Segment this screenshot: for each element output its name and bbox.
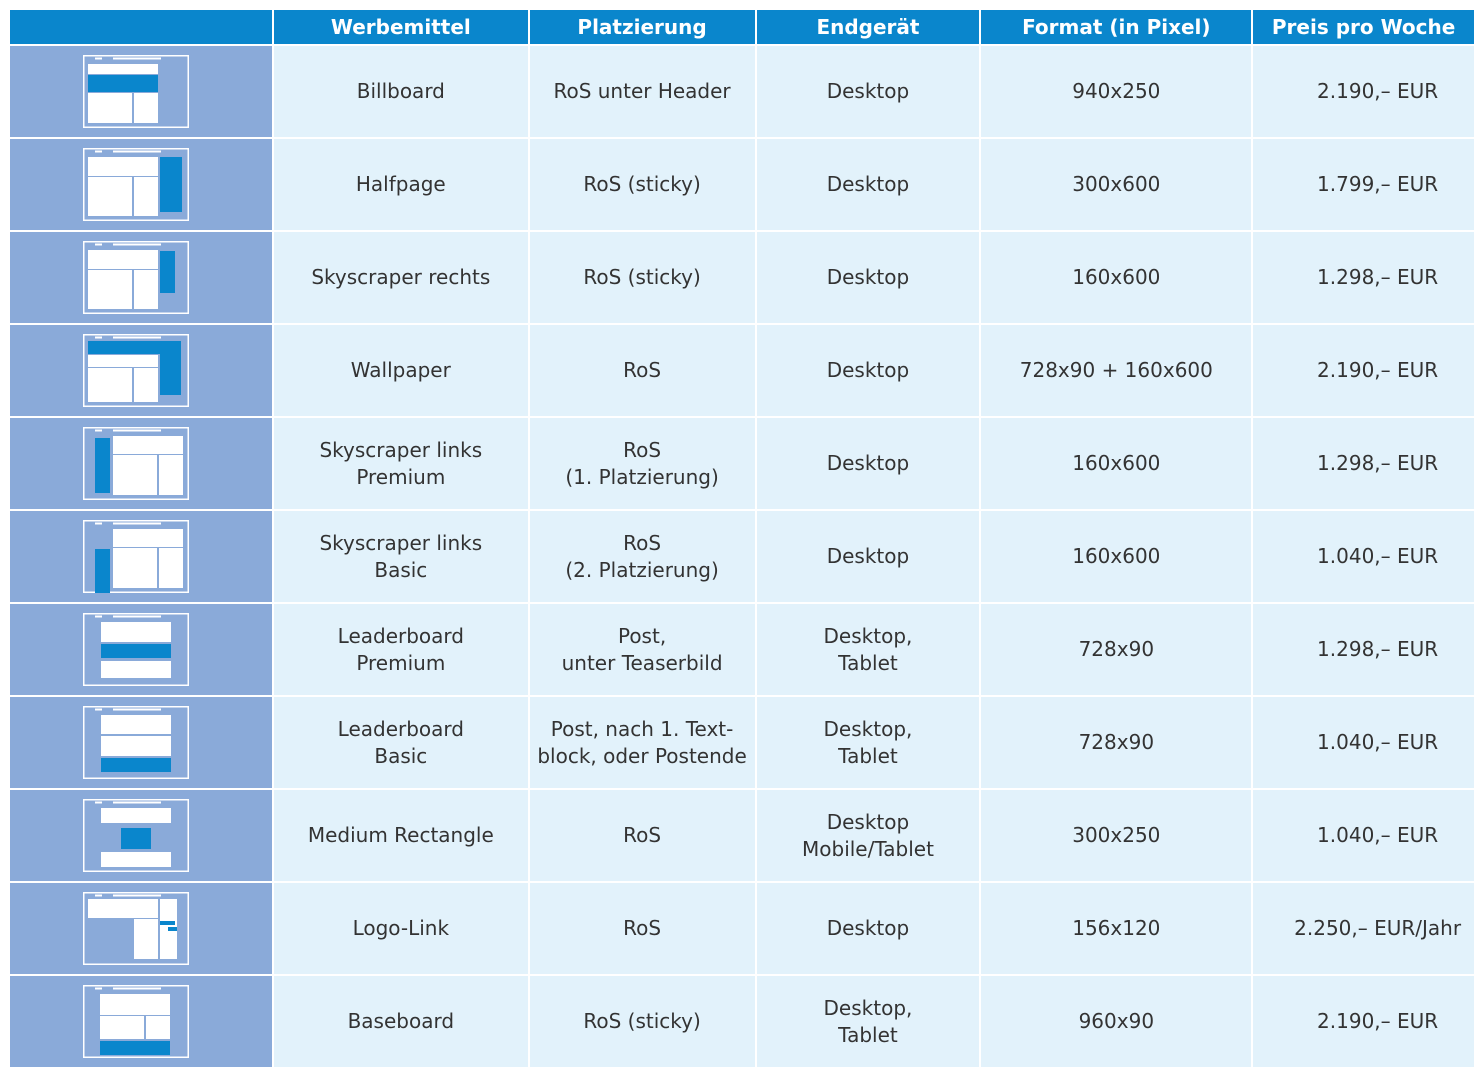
platzierung-text: RoS (sticky) [583,172,701,196]
table-row [10,418,1474,509]
skyscraper-right-layout-icon [83,241,189,314]
cell-format [981,790,1251,881]
platzierung-text: RoS (1. Platzierung) [565,437,719,489]
cell-preis [1253,883,1474,974]
table-row [10,232,1474,323]
cell-endgeraet [757,418,980,509]
platzierung-text: RoS unter Header [553,79,731,103]
endgeraet-text: Desktop [826,358,910,382]
cell-platzierung [530,232,755,323]
preis-text: 2.190,– EUR [1317,358,1439,382]
preis-text: 1.040,– EUR [1317,730,1439,754]
cell-endgeraet [757,325,980,416]
endgeraet-text: Desktop [826,451,910,475]
werbemittel-text: Medium Rectangle [307,823,494,847]
preis-text: 1.298,– EUR [1317,637,1439,661]
werbemittel-text: Leaderboard Premium [337,623,464,675]
logo-link-layout-icon [83,892,189,965]
cell-werbemittel [274,790,528,881]
cell-preis [1253,511,1474,602]
format-text: 160x600 [1072,265,1161,289]
cell-endgeraet [757,883,980,974]
cell-platzierung [530,697,755,788]
cell-werbemittel [274,883,528,974]
format-text: 156x120 [1072,916,1161,940]
cell-platzierung [530,604,755,695]
table-row [10,976,1474,1067]
format-text: 160x600 [1072,544,1161,568]
cell-platzierung [530,976,755,1067]
endgeraet-text: Desktop Mobile/Tablet [802,809,934,861]
preis-text: 1.040,– EUR [1317,823,1439,847]
cell-preis [1253,604,1474,695]
cell-platzierung [530,511,755,602]
endgeraet-text: Desktop, Tablet [823,995,913,1047]
preis-text: 1.799,– EUR [1317,172,1439,196]
endgeraet-text: Desktop [826,916,910,940]
thumbnail-cell [10,46,272,137]
cell-endgeraet [757,232,980,323]
thumbnail-cell [10,139,272,230]
cell-platzierung [530,325,755,416]
platzierung-text: RoS (sticky) [583,265,701,289]
cell-format [981,883,1251,974]
endgeraet-text: Desktop, Tablet [823,623,913,675]
cell-preis [1253,232,1474,323]
cell-preis [1253,418,1474,509]
endgeraet-text: Desktop [826,79,910,103]
format-text: 728x90 [1078,730,1155,754]
format-text: 300x600 [1072,172,1161,196]
cell-platzierung [530,139,755,230]
ad-format-table [8,8,1476,1069]
table-header-row [10,10,1474,44]
format-text: 160x600 [1072,451,1161,475]
cell-werbemittel [274,418,528,509]
skyscraper-left-premium-layout-icon [83,427,189,500]
endgeraet-text: Desktop [826,544,910,568]
header-platzierung: Platzierung [530,10,755,44]
platzierung-text: Post, unter Teaserbild [561,623,723,675]
header-format: Format (in Pixel) [981,10,1251,44]
preis-text: 1.040,– EUR [1317,544,1439,568]
cell-werbemittel [274,604,528,695]
cell-platzierung [530,418,755,509]
preis-text: 2.190,– EUR [1317,1009,1439,1033]
format-text: 960x90 [1078,1009,1155,1033]
cell-werbemittel [274,139,528,230]
table-row [10,46,1474,137]
cell-werbemittel [274,232,528,323]
cell-werbemittel [274,46,528,137]
table-row [10,511,1474,602]
werbemittel-text: Skyscraper links Premium [319,437,483,489]
cell-format [981,511,1251,602]
thumbnail-cell [10,697,272,788]
cell-endgeraet [757,511,980,602]
cell-werbemittel [274,976,528,1067]
table-row [10,139,1474,230]
cell-platzierung [530,883,755,974]
cell-werbemittel [274,511,528,602]
cell-preis [1253,139,1474,230]
cell-werbemittel [274,697,528,788]
cell-endgeraet [757,139,980,230]
werbemittel-text: Billboard [356,79,445,103]
werbemittel-text: Baseboard [347,1009,455,1033]
cell-format [981,976,1251,1067]
platzierung-text: RoS (sticky) [583,1009,701,1033]
platzierung-text: RoS [623,358,662,382]
cell-endgeraet [757,976,980,1067]
endgeraet-text: Desktop [826,265,910,289]
werbemittel-text: Skyscraper links Basic [319,530,483,582]
cell-platzierung [530,46,755,137]
header-thumbnail [10,10,272,44]
header-werbemittel: Werbemittel [274,10,528,44]
thumbnail-cell [10,790,272,881]
leaderboard-premium-layout-icon [83,613,189,686]
header-preis: Preis pro Woche [1253,10,1474,44]
cell-endgeraet [757,697,980,788]
medium-rectangle-layout-icon [83,799,189,872]
cell-format [981,46,1251,137]
thumbnail-cell [10,418,272,509]
endgeraet-text: Desktop [826,172,910,196]
cell-format [981,697,1251,788]
preis-text: 1.298,– EUR [1317,265,1439,289]
cell-preis [1253,325,1474,416]
format-text: 300x250 [1072,823,1161,847]
cell-preis [1253,976,1474,1067]
cell-endgeraet [757,604,980,695]
format-text: 940x250 [1072,79,1161,103]
header-endgeraet: Endgerät [757,10,980,44]
werbemittel-text: Wallpaper [350,358,451,382]
billboard-layout-icon [83,55,189,128]
preis-text: 2.250,– EUR/Jahr [1294,916,1462,940]
thumbnail-cell [10,232,272,323]
wallpaper-layout-icon [83,334,189,407]
endgeraet-text: Desktop, Tablet [823,716,913,768]
format-text: 728x90 + 160x600 [1019,358,1213,382]
werbemittel-text: Skyscraper rechts [311,265,491,289]
preis-text: 2.190,– EUR [1317,79,1439,103]
skyscraper-left-basic-layout-icon [83,520,189,593]
cell-endgeraet [757,46,980,137]
platzierung-text: RoS (2. Platzierung) [565,530,719,582]
cell-preis [1253,46,1474,137]
thumbnail-cell [10,604,272,695]
cell-preis [1253,697,1474,788]
cell-format [981,139,1251,230]
baseboard-layout-icon [83,985,189,1058]
platzierung-text: Post, nach 1. Text- block, oder Postende [537,716,747,768]
cell-werbemittel [274,325,528,416]
thumbnail-cell [10,883,272,974]
cell-format [981,418,1251,509]
preis-text: 1.298,– EUR [1317,451,1439,475]
cell-format [981,232,1251,323]
cell-platzierung [530,790,755,881]
leaderboard-basic-layout-icon [83,706,189,779]
platzierung-text: RoS [623,823,662,847]
thumbnail-cell [10,976,272,1067]
thumbnail-cell [10,325,272,416]
cell-endgeraet [757,790,980,881]
werbemittel-text: Leaderboard Basic [337,716,464,768]
table-row [10,325,1474,416]
werbemittel-text: Halfpage [355,172,446,196]
table-row [10,790,1474,881]
werbemittel-text: Logo-Link [352,916,450,940]
table-row [10,883,1474,974]
format-text: 728x90 [1078,637,1155,661]
platzierung-text: RoS [623,916,662,940]
table-row [10,697,1474,788]
cell-preis [1253,790,1474,881]
table-row [10,604,1474,695]
thumbnail-cell [10,511,272,602]
halfpage-layout-icon [83,148,189,221]
cell-format [981,325,1251,416]
cell-format [981,604,1251,695]
